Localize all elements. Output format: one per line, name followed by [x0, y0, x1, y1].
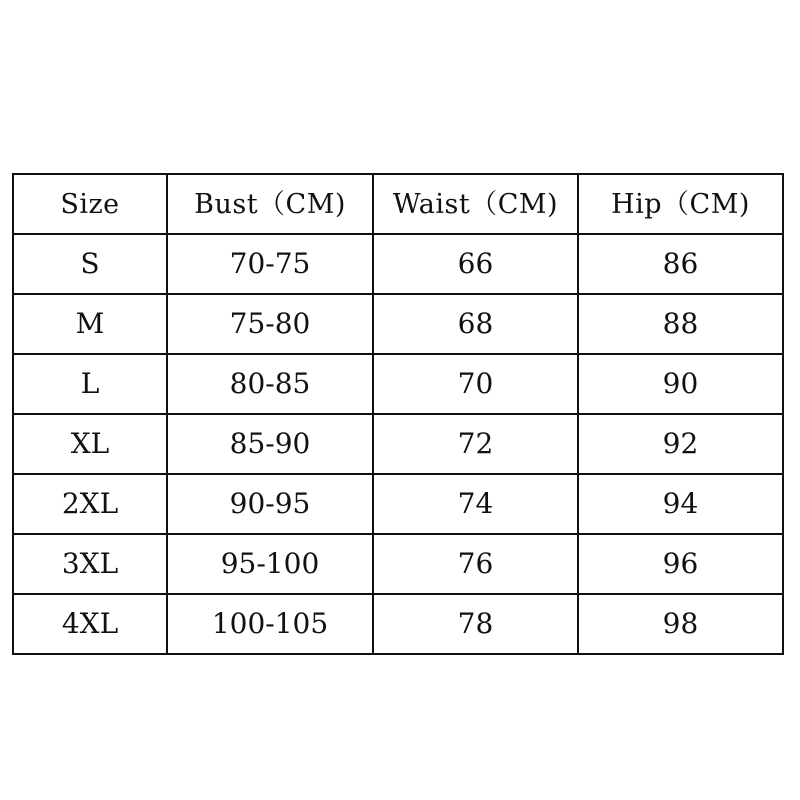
cell-hip: 94	[578, 474, 783, 534]
cell-bust: 90-95	[167, 474, 373, 534]
table-row	[13, 414, 783, 474]
header-bust: Bust（CM)	[167, 174, 373, 234]
cell-hip: 96	[578, 534, 783, 594]
cell-bust: 70-75	[167, 234, 373, 294]
cell-waist: 78	[373, 594, 578, 654]
cell-size: XL	[13, 414, 167, 474]
cell-bust: 95-100	[167, 534, 373, 594]
cell-hip: 98	[578, 594, 783, 654]
cell-hip: 88	[578, 294, 783, 354]
cell-bust: 75-80	[167, 294, 373, 354]
table-header-row	[13, 174, 783, 234]
table-row	[13, 534, 783, 594]
table-row	[13, 294, 783, 354]
cell-waist: 68	[373, 294, 578, 354]
cell-size: 4XL	[13, 594, 167, 654]
cell-size: M	[13, 294, 167, 354]
table-row	[13, 234, 783, 294]
header-waist: Waist（CM)	[373, 174, 578, 234]
cell-bust: 85-90	[167, 414, 373, 474]
cell-size: S	[13, 234, 167, 294]
cell-bust: 100-105	[167, 594, 373, 654]
cell-size: 2XL	[13, 474, 167, 534]
cell-waist: 70	[373, 354, 578, 414]
header-size: Size	[13, 174, 167, 234]
cell-waist: 72	[373, 414, 578, 474]
cell-waist: 74	[373, 474, 578, 534]
cell-bust: 80-85	[167, 354, 373, 414]
table-row	[13, 594, 783, 654]
cell-hip: 86	[578, 234, 783, 294]
cell-size: L	[13, 354, 167, 414]
cell-hip: 90	[578, 354, 783, 414]
cell-waist: 76	[373, 534, 578, 594]
table-row	[13, 354, 783, 414]
cell-waist: 66	[373, 234, 578, 294]
cell-hip: 92	[578, 414, 783, 474]
table-row	[13, 474, 783, 534]
header-hip: Hip（CM)	[578, 174, 783, 234]
cell-size: 3XL	[13, 534, 167, 594]
size-chart-table	[12, 173, 784, 655]
